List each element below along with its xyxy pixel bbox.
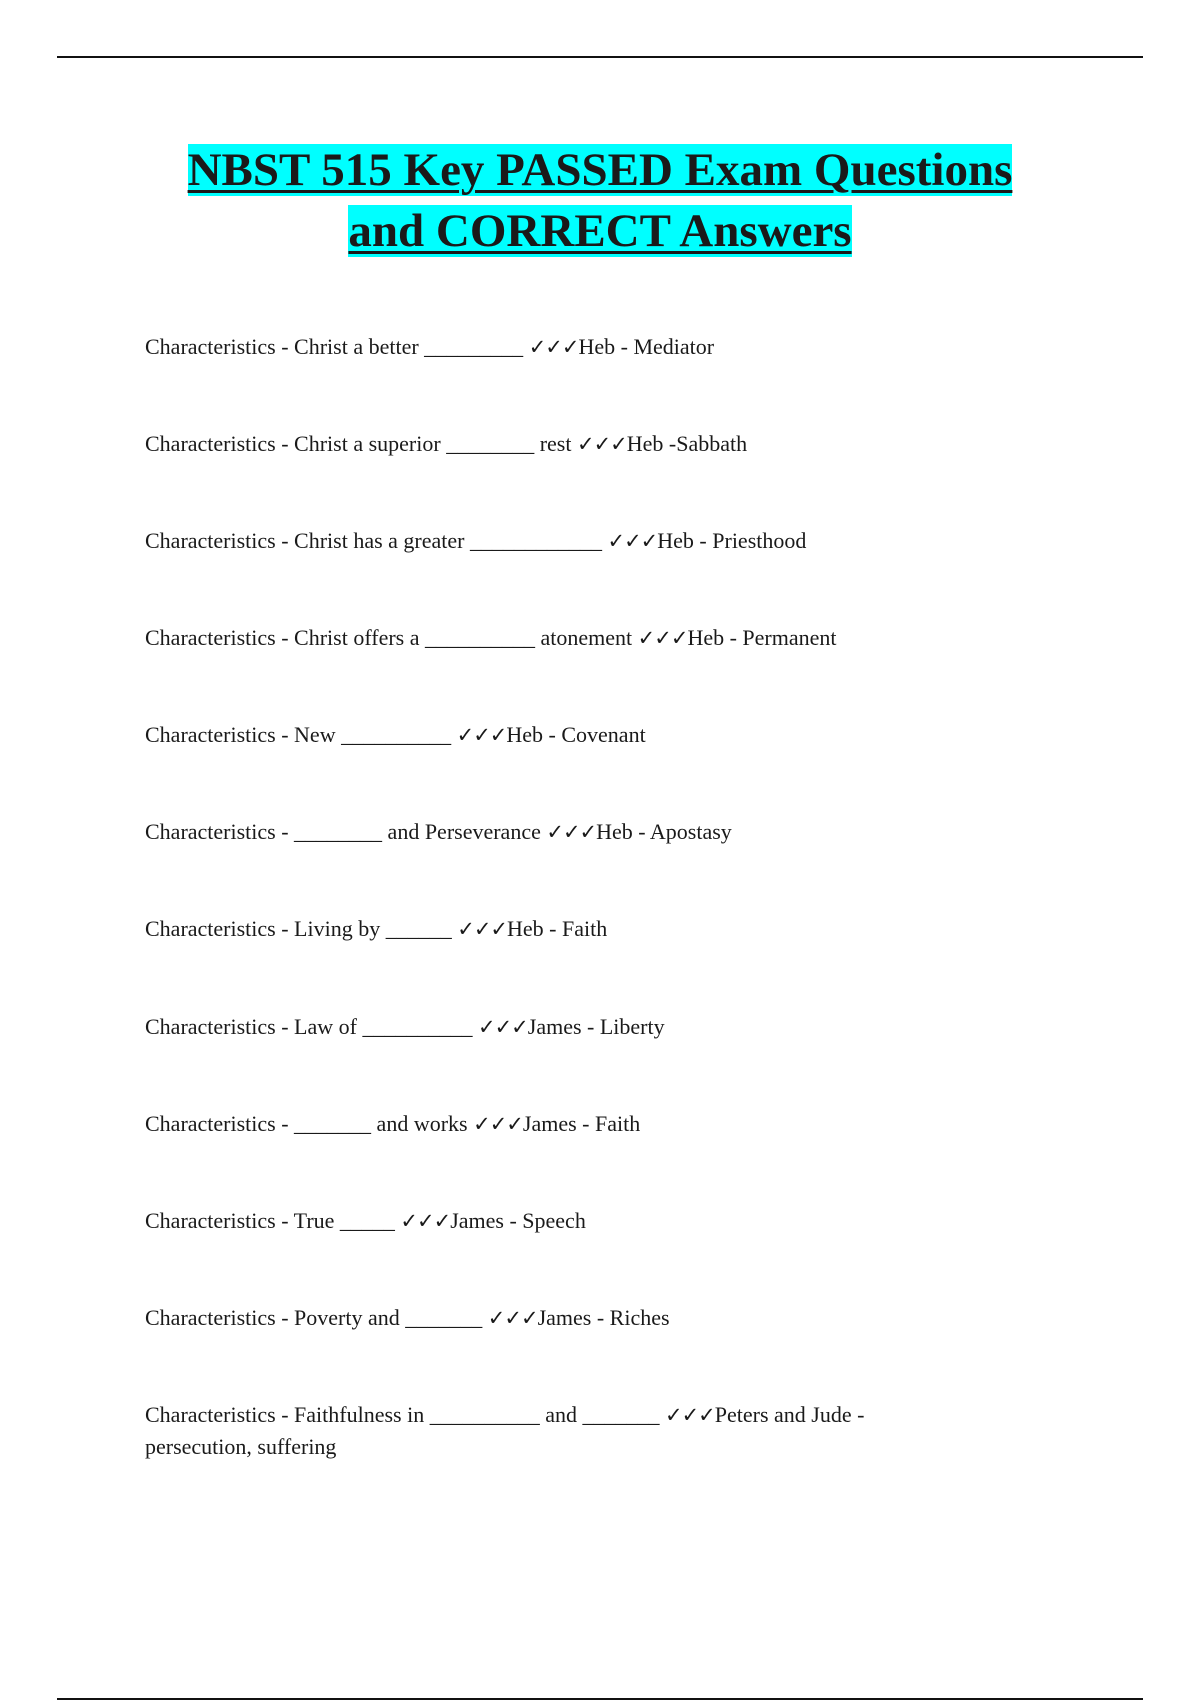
- question-text: Characteristics - True _____: [145, 1208, 401, 1233]
- list-item: [145, 331, 1045, 363]
- checkmark-icon: ✓✓✓: [637, 626, 688, 650]
- question-text: Characteristics - ________ and Perseverance: [145, 819, 547, 844]
- question-text: Characteristics - Faithfulness in __________ and _______: [145, 1402, 665, 1427]
- list-item: [145, 816, 1045, 848]
- checkmark-icon: ✓✓✓: [664, 1403, 715, 1427]
- checkmark-icon: ✓✓✓: [477, 1015, 528, 1039]
- answer-text: Heb - Apostasy: [596, 819, 732, 844]
- answer-text: Heb - Permanent: [687, 625, 837, 650]
- checkmark-icon: ✓✓✓: [546, 820, 597, 844]
- answer-text: James - Liberty: [527, 1014, 665, 1039]
- question-text: Characteristics - New __________: [145, 722, 457, 747]
- question-text: Characteristics - Christ offers a __________ atonement: [145, 625, 638, 650]
- checkmark-icon: ✓✓✓: [400, 1209, 451, 1233]
- question-text: Characteristics - Christ a superior ________ rest: [145, 431, 577, 456]
- question-text: Characteristics - Poverty and _______: [145, 1305, 488, 1330]
- document-title: [100, 140, 1100, 262]
- list-item: [145, 1205, 1045, 1237]
- list-item: [145, 1011, 1045, 1043]
- answer-text: Heb - Covenant: [506, 722, 646, 747]
- list-item: [145, 525, 1045, 557]
- checkmark-icon: ✓✓✓: [576, 432, 627, 456]
- answer-text: Heb - Priesthood: [657, 528, 807, 553]
- question-text: Characteristics - Law of __________: [145, 1014, 478, 1039]
- answer-text: James - Faith: [522, 1111, 641, 1136]
- answer-text: James - Speech: [450, 1208, 586, 1233]
- answer-text: James - Riches: [537, 1305, 670, 1330]
- list-item: [145, 1302, 1045, 1334]
- question-text: Characteristics - Christ has a greater ____________: [145, 528, 608, 553]
- checkmark-icon: ✓✓✓: [607, 529, 658, 553]
- answer-text: Peters and Jude - persecution, suffering: [145, 1402, 865, 1459]
- list-item: [145, 428, 1045, 460]
- title-line-2: and CORRECT Answers: [348, 205, 852, 257]
- list-item: [145, 1108, 1045, 1140]
- list-item: [145, 913, 1045, 945]
- checkmark-icon: ✓✓✓: [473, 1112, 523, 1136]
- checkmark-icon: ✓✓✓: [457, 917, 508, 941]
- list-item: [145, 719, 1045, 751]
- top-rule: [57, 56, 1143, 58]
- question-text: Characteristics - Living by ______: [145, 916, 458, 941]
- checkmark-icon: ✓✓✓: [456, 723, 507, 747]
- answer-text: Heb -Sabbath: [626, 431, 748, 456]
- list-item: [145, 1399, 965, 1462]
- list-item: [145, 622, 1045, 654]
- checkmark-icon: ✓✓✓: [528, 335, 579, 359]
- answer-text: Heb - Faith: [507, 916, 608, 941]
- checkmark-icon: ✓✓✓: [487, 1306, 538, 1330]
- question-text: Characteristics - _______ and works: [145, 1111, 474, 1136]
- question-text: Characteristics - Christ a better _________: [145, 334, 529, 359]
- answer-text: Heb - Mediator: [578, 334, 715, 359]
- title-line-1: NBST 515 Key PASSED Exam Questions: [187, 144, 1013, 196]
